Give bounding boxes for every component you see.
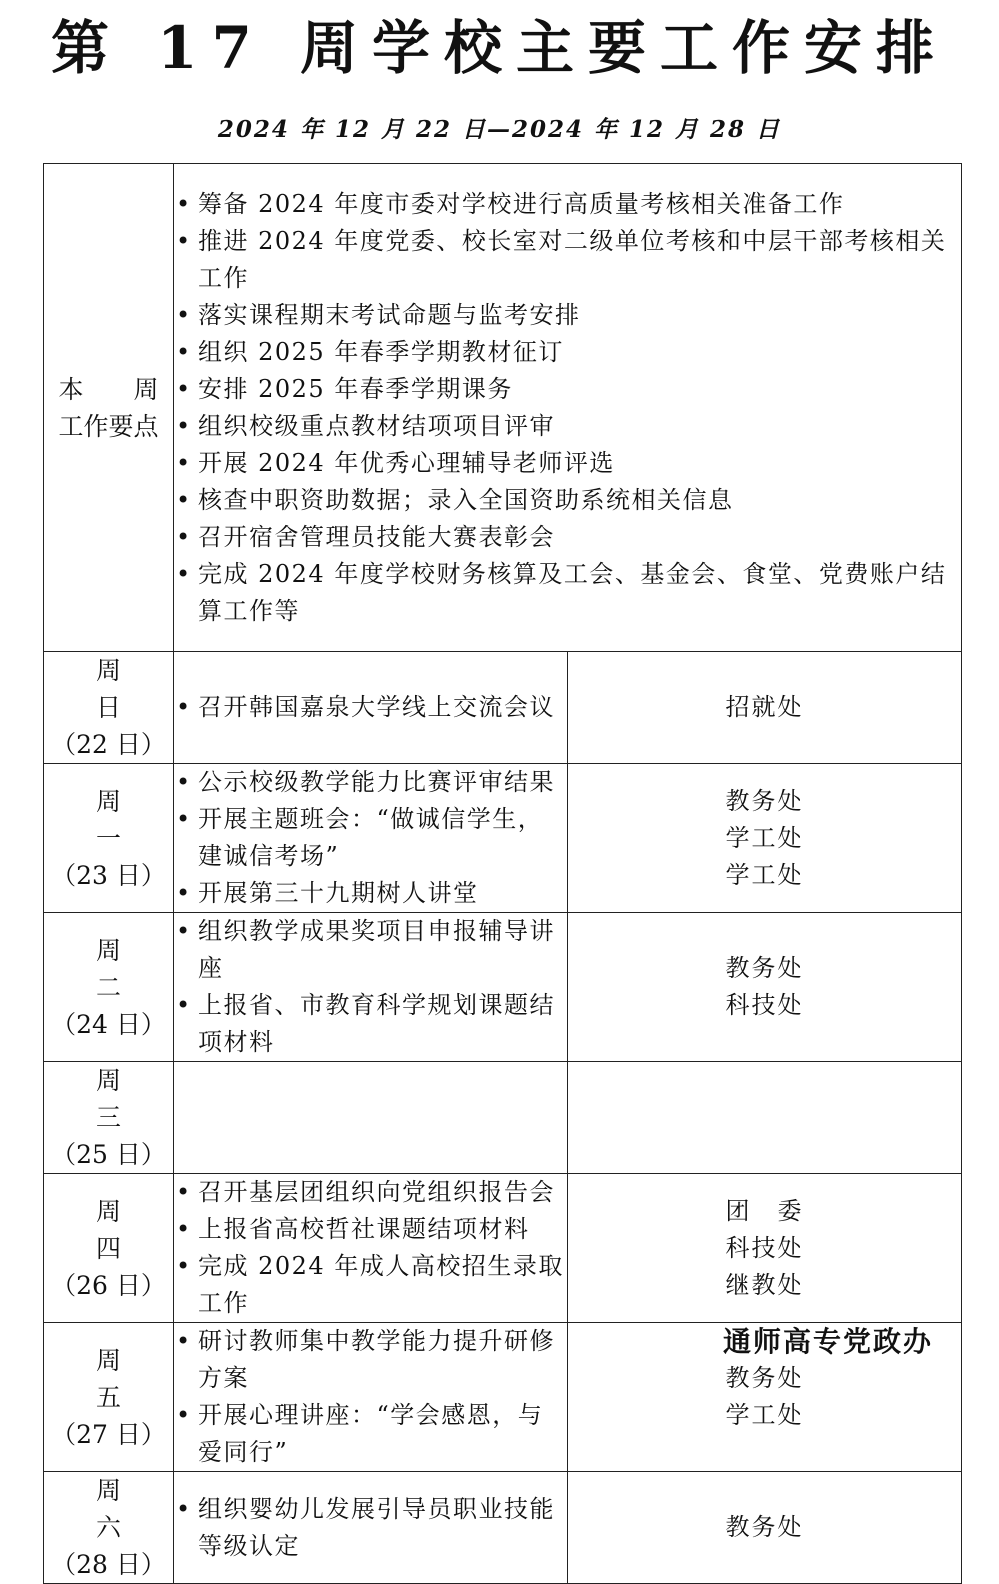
day-item: • 公示校级教学能力比赛评审结果	[174, 764, 567, 801]
day-date: （26 日）	[51, 1270, 166, 1300]
day-date: （25 日）	[51, 1140, 166, 1169]
day-item: • 研讨教师集中教学能力提升研修方案	[174, 1323, 567, 1397]
key-point-item: • 开展 2024 年优秀心理辅导老师评选	[174, 445, 961, 482]
day-date: （27 日）	[51, 1419, 166, 1449]
day-name: 周五	[95, 1345, 159, 1412]
day-label	[44, 764, 174, 913]
day-item: • 组织教学成果奖项目申报辅导讲座	[174, 913, 567, 987]
day-item: • 上报省、市教育科学规划课题结项材料	[174, 987, 567, 1061]
day-items	[174, 1174, 568, 1323]
day-item: • 开展心理讲座：“学会感恩，与爱同行”	[174, 1397, 567, 1471]
day-items	[174, 764, 568, 913]
day-label	[44, 652, 174, 764]
day-label	[44, 1472, 174, 1584]
day-depts	[568, 652, 962, 764]
day-row-monday	[44, 764, 962, 913]
key-points-label	[44, 164, 174, 652]
day-items	[174, 1323, 568, 1472]
day-date: （23 日）	[51, 860, 166, 890]
day-label	[44, 1174, 174, 1323]
day-item: • 上报省高校哲社课题结项材料	[174, 1211, 567, 1248]
key-points-row	[44, 164, 962, 652]
day-items	[174, 1062, 568, 1174]
key-point-item: • 组织 2025 年春季学期教材征订	[174, 334, 961, 371]
day-label	[44, 1062, 174, 1174]
day-items	[174, 1472, 568, 1584]
day-name: 周二	[95, 935, 159, 1002]
day-row-sunday	[44, 652, 962, 764]
key-points-label-line1: 本 周	[58, 374, 159, 404]
dept-name: 教务处	[725, 1513, 804, 1541]
date-range: 2024 年 12 月 22 日—2024 年 12 月 28 日	[217, 116, 782, 143]
dept-name: 科技处	[725, 1233, 804, 1262]
dept-name: 教务处	[725, 786, 804, 815]
day-item: • 组织婴幼儿发展引导员职业技能等级认定	[174, 1491, 567, 1565]
day-date: （24 日）	[51, 1009, 166, 1039]
key-point-item: • 落实课程期末考试命题与监考安排	[174, 297, 961, 334]
page-title: 第 17 周学校主要工作安排	[50, 14, 949, 82]
day-row-thursday	[44, 1174, 962, 1323]
day-item: • 召开基层团组织向党组织报告会	[174, 1174, 567, 1211]
day-label	[44, 1323, 174, 1472]
day-depts	[568, 1472, 962, 1584]
day-item: • 开展主题班会：“做诚信学生，建诚信考场”	[174, 801, 567, 875]
key-point-item: • 推进 2024 年度党委、校长室对二级单位考核和中层干部考核相关工作	[174, 223, 961, 297]
day-item: • 召开韩国嘉泉大学线上交流会议	[174, 689, 567, 726]
dept-name: 招就处	[725, 693, 804, 721]
dept-name: 教务处	[725, 1364, 804, 1392]
dept-name: 教务处	[725, 954, 804, 982]
key-point-item: • 组织校级重点教材结项项目评审	[174, 408, 961, 445]
day-depts	[568, 764, 962, 913]
dept-name: 学工处	[725, 860, 804, 889]
day-row-tuesday	[44, 913, 962, 1062]
day-name: 周三	[95, 1066, 159, 1132]
day-depts	[568, 1174, 962, 1323]
day-depts	[568, 1062, 962, 1174]
day-row-saturday	[44, 1472, 962, 1584]
key-point-item: • 核查中职资助数据；录入全国资助系统相关信息	[174, 482, 961, 519]
day-depts	[568, 913, 962, 1062]
key-point-item: • 召开宿舍管理员技能大赛表彰会	[174, 519, 961, 556]
day-name: 周一	[95, 786, 159, 853]
day-name: 周六	[95, 1476, 159, 1542]
day-name: 周日	[95, 656, 159, 722]
dept-name: 学工处	[725, 823, 804, 852]
day-item: • 完成 2024 年成人高校招生录取工作	[174, 1248, 567, 1322]
key-points-label-line2: 工作要点	[58, 411, 159, 441]
day-name: 周四	[95, 1196, 159, 1263]
day-items	[174, 652, 568, 764]
key-point-item: • 筹备 2024 年度市委对学校进行高质量考核相关准备工作	[174, 186, 961, 223]
day-row-wednesday	[44, 1062, 962, 1174]
day-items	[174, 913, 568, 1062]
dept-name: 学工处	[725, 1401, 804, 1429]
key-point-item: • 完成 2024 年度学校财务核算及工会、基金会、食堂、党费账户结算工作等	[174, 556, 961, 630]
day-label	[44, 913, 174, 1062]
day-date: （28 日）	[51, 1550, 166, 1579]
dept-name: 科技处	[725, 991, 804, 1019]
issuer-signature: 通师高专党政办	[722, 1325, 933, 1358]
dept-name: 继教处	[725, 1270, 804, 1299]
dept-name: 团 委	[725, 1196, 804, 1225]
day-item: • 开展第三十九期树人讲堂	[174, 875, 567, 912]
day-date: （22 日）	[51, 730, 166, 759]
key-points-list	[174, 164, 962, 652]
schedule-table	[43, 163, 962, 1584]
key-point-item: • 安排 2025 年春季学期课务	[174, 371, 961, 408]
